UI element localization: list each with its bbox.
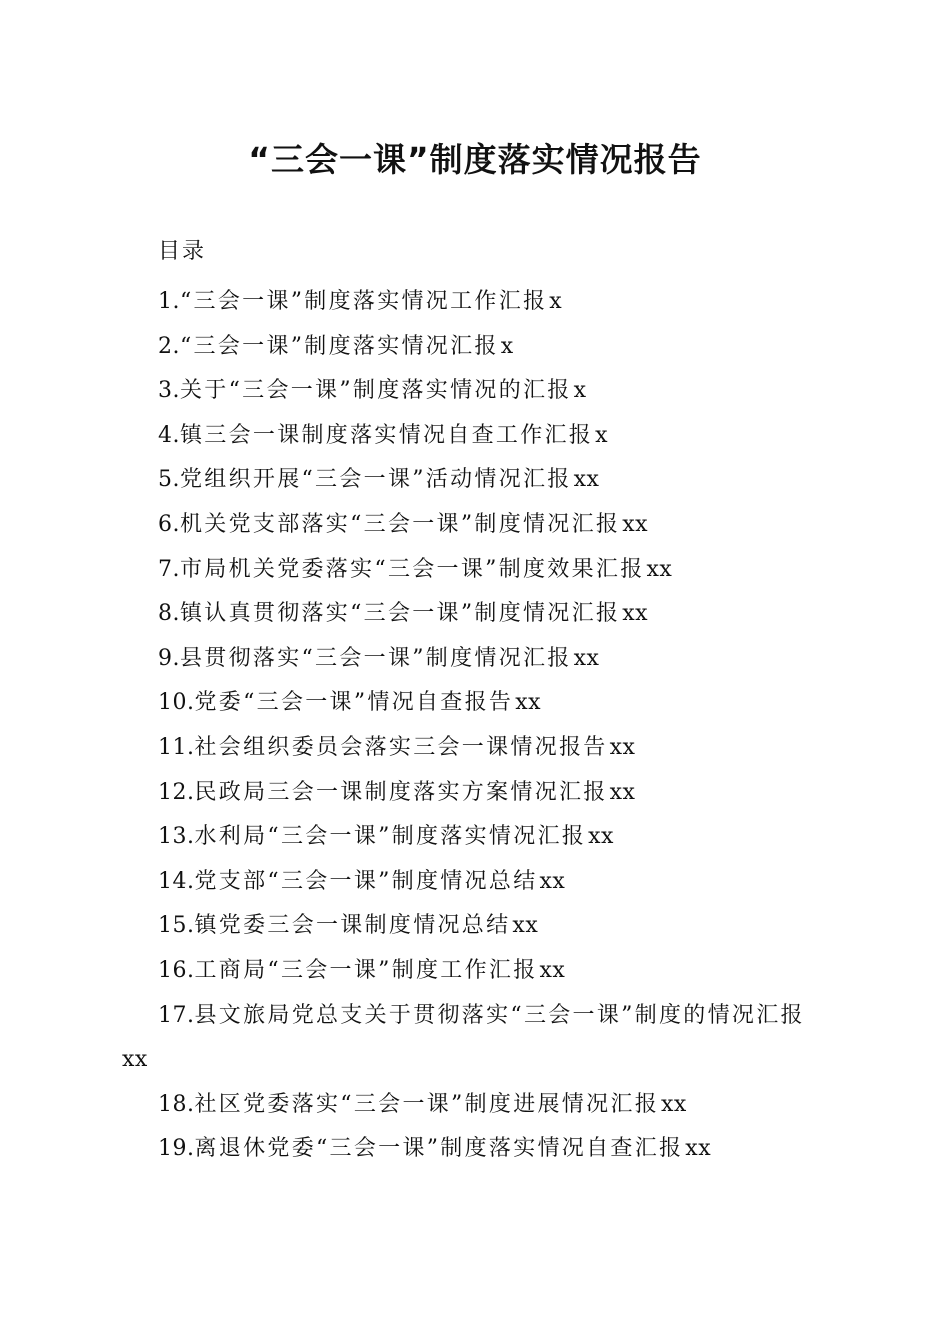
- toc-item-page: xx: [512, 913, 539, 939]
- toc-item-title: “三会一课”制度落实情况汇报: [180, 333, 499, 359]
- toc-item[interactable]: [120, 1127, 825, 1172]
- toc-item-page: xx: [622, 601, 649, 627]
- toc-item-page: x: [595, 422, 609, 448]
- toc-item-page: xx: [661, 1091, 687, 1117]
- toc-item[interactable]: [120, 592, 825, 637]
- toc-item-page: xx: [609, 779, 636, 805]
- toc-item-number: 18.: [158, 1091, 195, 1117]
- toc-item-title: 县贯彻落实“三会一课”制度情况汇报: [180, 645, 572, 671]
- toc-item[interactable]: [120, 771, 825, 816]
- toc-heading: 目录: [158, 239, 207, 264]
- toc-item-number: 2.: [158, 333, 180, 359]
- toc-item-number: 13.: [158, 824, 195, 850]
- toc-item-page: xx: [609, 734, 636, 760]
- toc-item[interactable]: [120, 904, 825, 949]
- toc-item-number: 3.: [158, 378, 180, 404]
- toc-item-title: 党支部“三会一课”制度情况总结: [194, 868, 538, 894]
- toc-item-title: 水利局“三会一课”制度落实情况汇报: [194, 824, 587, 850]
- toc-item[interactable]: [120, 280, 825, 325]
- toc-item[interactable]: [120, 369, 825, 414]
- toc-item-number: 1.: [158, 289, 180, 314]
- toc-item[interactable]: [120, 726, 825, 771]
- toc-item[interactable]: [120, 325, 825, 370]
- toc-item-number: 5.: [158, 467, 180, 493]
- toc-item[interactable]: [120, 503, 825, 548]
- toc-item[interactable]: [120, 414, 825, 459]
- toc-item[interactable]: [120, 949, 825, 994]
- toc-item-number: 17.: [158, 1002, 195, 1028]
- toc-item-number: 11.: [158, 734, 195, 760]
- toc-item-title: 社会组织委员会落实三会一课情况报告: [194, 734, 608, 760]
- toc-item[interactable]: [120, 815, 825, 860]
- toc-item-title: 镇认真贯彻落实“三会一课”制度情况汇报: [180, 601, 621, 627]
- toc-item-page: x: [500, 333, 514, 359]
- toc-item-title: 社区党委落实“三会一课”制度进展情况汇报: [194, 1091, 659, 1117]
- toc-item-page: xx: [122, 1047, 148, 1073]
- toc-item[interactable]: [120, 994, 825, 1083]
- toc-item-number: 19.: [158, 1136, 195, 1162]
- toc-item-number: 12.: [158, 779, 195, 805]
- toc-item[interactable]: [120, 1083, 825, 1128]
- toc-item-number: 15.: [158, 913, 195, 939]
- toc-item-number: 10.: [158, 690, 195, 716]
- toc-list: [120, 280, 825, 1172]
- toc-item-page: xx: [573, 467, 600, 493]
- toc-item-page: xx: [573, 645, 600, 671]
- toc-item-number: 16.: [158, 957, 195, 983]
- toc-item-title: 离退休党委“三会一课”制度落实情况自查汇报: [194, 1136, 684, 1162]
- toc-item-number: 4.: [158, 422, 180, 448]
- toc-item-title: 关于“三会一课”制度落实情况的汇报: [180, 378, 572, 404]
- toc-item-title: 党组织开展“三会一课”活动情况汇报: [180, 467, 572, 493]
- toc-item-number: 9.: [158, 645, 180, 671]
- toc-item-title: 机关党支部落实“三会一课”制度情况汇报: [180, 511, 621, 537]
- toc-item-title: 镇党委三会一课制度情况总结: [194, 913, 511, 939]
- toc-item-page: xx: [646, 556, 673, 582]
- toc-item-page: xx: [515, 690, 542, 716]
- toc-item-title: 党委“三会一课”情况自查报告: [194, 690, 514, 716]
- document-title: “三会一课”制度落实情况报告: [248, 140, 702, 179]
- toc-item-title: 工商局“三会一课”制度工作汇报: [194, 957, 538, 983]
- toc-item[interactable]: [120, 860, 825, 905]
- toc-item-number: 14.: [158, 868, 195, 894]
- toc-item-page: xx: [622, 511, 649, 537]
- toc-item-title: 市局机关党委落实“三会一课”制度效果汇报: [180, 556, 645, 582]
- toc-item[interactable]: [120, 637, 825, 682]
- toc-item-page: xx: [685, 1136, 712, 1162]
- toc-item-page: x: [549, 289, 563, 314]
- toc-item-title: 县文旅局党总支关于贯彻落实“三会一课”制度的情况汇报: [194, 1002, 805, 1028]
- toc-item-page: xx: [539, 957, 566, 983]
- toc-item-number: 8.: [158, 601, 180, 627]
- toc-item-title: “三会一课”制度落实情况工作汇报: [180, 289, 548, 314]
- toc-item-number: 7.: [158, 556, 180, 582]
- toc-item-page: x: [573, 378, 587, 404]
- toc-item[interactable]: [120, 681, 825, 726]
- toc-item-page: xx: [539, 868, 566, 894]
- toc-item-page: xx: [588, 824, 614, 850]
- toc-item[interactable]: [120, 458, 825, 503]
- toc-item-title: 镇三会一课制度落实情况自查工作汇报: [180, 422, 594, 448]
- toc-item-title: 民政局三会一课制度落实方案情况汇报: [194, 779, 608, 805]
- toc-item[interactable]: [120, 548, 825, 593]
- toc-item-number: 6.: [158, 511, 180, 537]
